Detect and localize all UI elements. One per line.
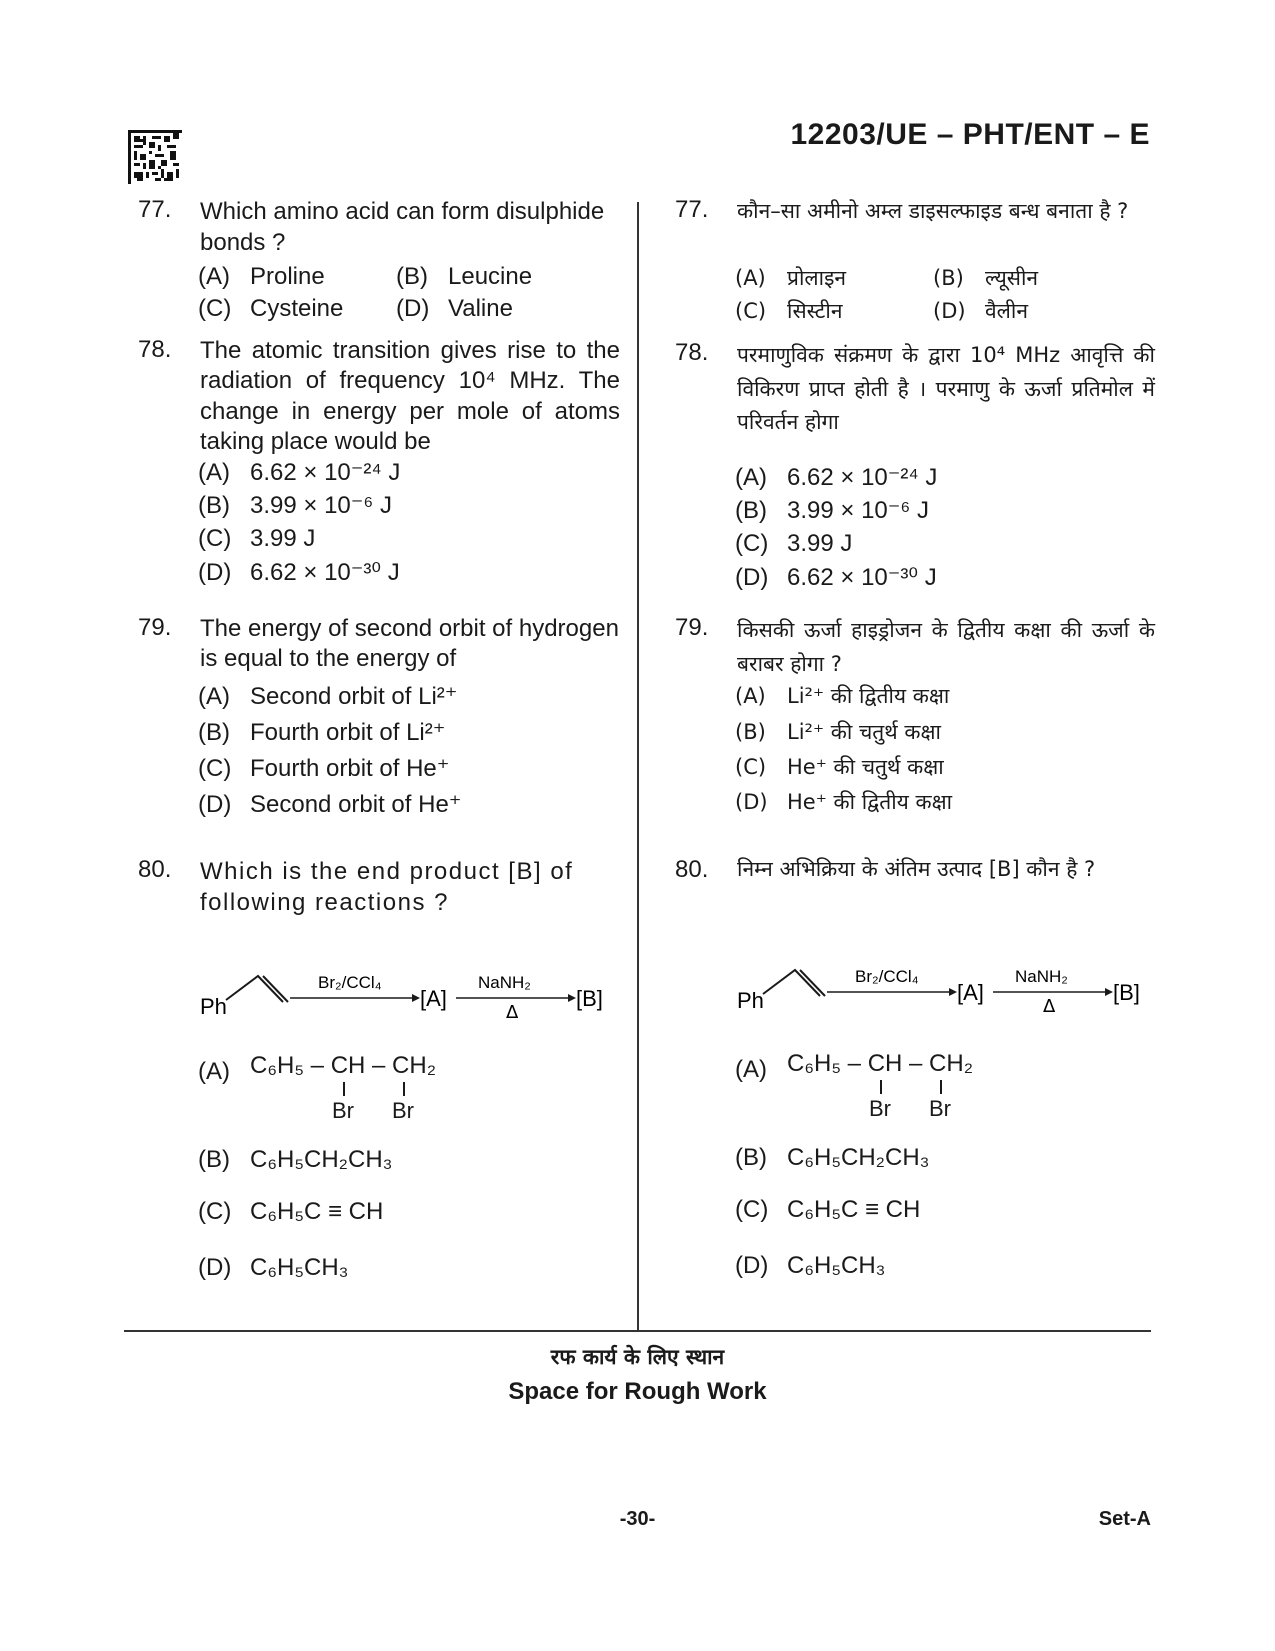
structure-main: C₆H₅ – CH – CH₂ [787, 1050, 974, 1077]
question-text: Which amino acid can form disulphide bonds ? [200, 198, 605, 257]
arrow-2-head [1105, 988, 1113, 996]
product-b: [B] [576, 986, 603, 1011]
option-a: (A) प्रोलाइन [735, 266, 847, 290]
option-b: (B) Leucine [396, 263, 533, 290]
option-c: (C) He⁺ की चतुर्थ कक्षा [735, 755, 944, 779]
question-text: किसकी ऊर्जा हाइड्रोजन के द्वितीय कक्षा की ऊर्जा के बराबर होगा ? [737, 618, 1155, 676]
rough-work-hindi: रफ कार्य के लिए स्थान [550, 1345, 725, 1369]
option-b: (B) C₆H₅CH₂CH₃ [735, 1144, 930, 1171]
option-a: (A) [735, 1056, 767, 1083]
substituent-2: Br [929, 1096, 951, 1121]
bond-1 [880, 1080, 882, 1094]
question-78-hindi [675, 339, 1155, 591]
arrow-1-head [949, 988, 957, 996]
question-text: Which is the end product [B] of following reactions ? [200, 858, 574, 917]
intermediate-a: [A] [420, 986, 447, 1011]
option-b: (B) Li²⁺ की चतुर्थ कक्षा [735, 720, 941, 744]
question-number: 77. [675, 196, 709, 223]
question-number: 79. [675, 614, 709, 641]
column-divider [637, 202, 639, 1332]
option-b: (B) ल्यूसीन [933, 266, 1039, 290]
option-c: (C) Fourth orbit of He⁺ [198, 755, 450, 782]
question-number: 78. [138, 336, 172, 363]
reaction-scheme [198, 964, 618, 1032]
reagent-1: Br₂/CCl₄ [855, 967, 919, 986]
option-c: (C) सिस्टीन [735, 299, 843, 323]
option-a: (A) Li²⁺ की द्वितीय कक्षा [735, 684, 950, 708]
option-d: (D) 6.62 × 10⁻³⁰ J [198, 559, 400, 586]
substituent-2: Br [392, 1098, 414, 1123]
option-c: (C) 3.99 J [198, 525, 316, 552]
option-a-structure [250, 1052, 550, 1132]
question-text: निम्न अभिक्रिया के अंतिम उत्पाद [B] कौन है ? [737, 857, 1096, 881]
option-b: (B) 3.99 × 10⁻⁶ J [198, 492, 392, 519]
option-a: (A) 6.62 × 10⁻²⁴ J [198, 459, 401, 486]
question-79 [138, 614, 620, 818]
phenyl-label: Ph [200, 994, 227, 1019]
question-text: The energy of second orbit of hydrogen is equal to the energy of [200, 615, 619, 673]
question-text: कौन–सा अमीनो अम्ल डाइसल्फाइड बन्ध बनाता है ? [737, 199, 1129, 223]
double-bond-line [800, 970, 825, 996]
rough-work-english: Space for Rough Work [508, 1378, 767, 1405]
option-c: (C) Cysteine [198, 295, 344, 322]
reagent-1: Br₂/CCl₄ [318, 973, 382, 992]
bond-1 [343, 1082, 345, 1096]
option-d: (D) C₆H₅CH₃ [198, 1254, 349, 1281]
option-a: (A) Proline [198, 263, 325, 290]
set-label: Set-A [1098, 1508, 1151, 1530]
option-c: (C) C₆H₅C ≡ CH [735, 1196, 921, 1223]
page-number: -30- [619, 1508, 656, 1530]
option-a: (A) Second orbit of Li²⁺ [198, 683, 458, 710]
arrow-1-head [412, 994, 420, 1002]
option-d: (D) C₆H₅CH₃ [735, 1252, 886, 1279]
heat-symbol: Δ [1043, 996, 1056, 1017]
question-text: The atomic transition gives rise to the radiation of frequency 10⁴ MHz. The change in energy per mole of atoms taking place would be [200, 337, 620, 456]
intermediate-a: [A] [957, 980, 984, 1005]
question-78 [138, 336, 620, 586]
option-d: (D) He⁺ की द्वितीय कक्षा [735, 790, 953, 814]
paper-code: 12203/UE – PHT/ENT – E [790, 118, 1150, 151]
option-b: (B) C₆H₅CH₂CH₃ [198, 1146, 393, 1173]
question-number: 80. [138, 856, 172, 883]
bond-2 [403, 1082, 405, 1096]
qr-code [128, 130, 182, 184]
question-79-hindi [675, 614, 1155, 814]
option-c: (C) C₆H₅C ≡ CH [198, 1198, 384, 1225]
option-b: (B) 3.99 × 10⁻⁶ J [735, 497, 929, 524]
question-number: 77. [138, 196, 172, 223]
reagent-2: NaNH₂ [1015, 967, 1068, 986]
substituent-1: Br [332, 1098, 354, 1123]
option-a-structure [787, 1050, 1087, 1130]
option-d: (D) Valine [396, 295, 513, 322]
heat-symbol: Δ [506, 1002, 519, 1023]
question-number: 80. [675, 856, 709, 883]
structure-main: C₆H₅ – CH – CH₂ [250, 1052, 437, 1079]
question-text: परमाणुविक संक्रमण के द्वारा 10⁴ MHz आवृत्ति की विकिरण प्राप्त होती है । परमाणु के ऊर्जा प्रतिमोल में परिवर्तन होगा [737, 343, 1155, 435]
question-80 [138, 856, 620, 1281]
question-77-hindi [675, 196, 1155, 323]
option-d: (D) वैलीन [933, 299, 1029, 323]
option-a: (A) 6.62 × 10⁻²⁴ J [735, 464, 938, 491]
question-number: 78. [675, 339, 709, 366]
option-a: (A) [198, 1058, 230, 1085]
question-number: 79. [138, 614, 172, 641]
product-b: [B] [1113, 980, 1140, 1005]
option-c: (C) 3.99 J [735, 530, 853, 557]
question-80-hindi [675, 856, 1155, 1279]
double-bond-line [263, 976, 288, 1002]
reaction-scheme [735, 958, 1155, 1026]
option-d: (D) 6.62 × 10⁻³⁰ J [735, 564, 937, 591]
bond-2 [940, 1080, 942, 1094]
question-77 [138, 196, 620, 322]
phenyl-label: Ph [737, 988, 764, 1013]
substituent-1: Br [869, 1096, 891, 1121]
bottom-divider [124, 1330, 1151, 1332]
arrow-2-head [568, 994, 576, 1002]
option-d: (D) Second orbit of He⁺ [198, 791, 462, 818]
option-b: (B) Fourth orbit of Li²⁺ [198, 719, 446, 746]
reagent-2: NaNH₂ [478, 973, 531, 992]
